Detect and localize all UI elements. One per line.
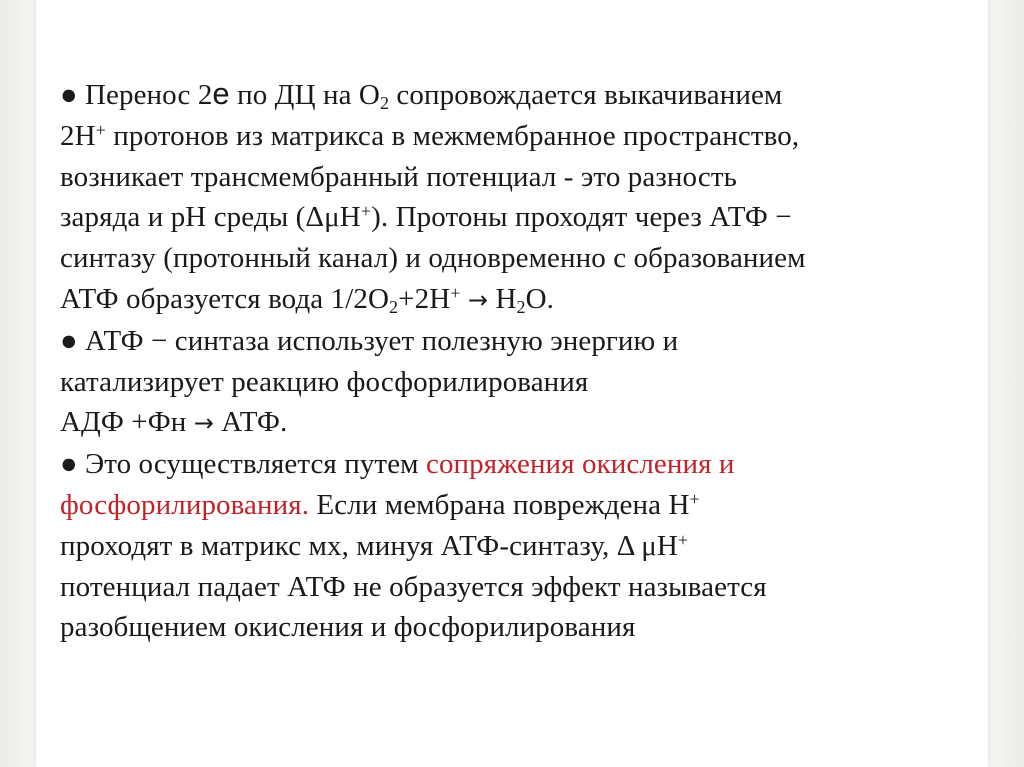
superscript: + <box>677 529 689 550</box>
text-line-l13 <box>60 567 960 608</box>
text-fragment: заряда и рН среды (ΔμН <box>60 201 361 234</box>
slide-text-body <box>60 74 960 648</box>
text-fragment: катализирует реакцию фосфорилирования <box>60 365 589 398</box>
arrow-symbol: → <box>193 409 214 438</box>
text-fragment: потенциал падает АТФ не образуется эффект называется <box>60 570 767 603</box>
text-fragment: синтазу (протонный канал) и одновременно с образованием <box>60 242 806 275</box>
text-fragment: О. <box>525 282 555 315</box>
text-line-l5 <box>60 238 960 279</box>
text-line-l1 <box>60 74 960 116</box>
text-line-l14 <box>60 607 960 648</box>
text-fragment: сопровождается выкачиванием <box>389 79 783 111</box>
text-fragment: АДФ +Фн <box>60 406 194 439</box>
text-fragment: по ДЦ на О <box>229 79 380 111</box>
text-fragment <box>461 283 468 315</box>
text-fragment: ). Протоны проходят через АТФ − <box>371 201 792 234</box>
highlighted-text: фосфорилирования. <box>60 488 310 521</box>
text-line-l12 <box>60 526 960 567</box>
text-fragment: АТФ. <box>213 406 288 439</box>
superscript: + <box>360 201 372 222</box>
text-line-l10 <box>60 444 960 485</box>
text-fragment: Если мембрана повреждена Н <box>309 488 690 521</box>
highlighted-text: сопряжения окисления и <box>425 448 735 481</box>
text-line-l9 <box>60 402 960 444</box>
text-fragment: проходят в матрикс мх, минуя АТФ-синтазу, Δ μН <box>60 529 678 562</box>
subscript: 2 <box>516 296 526 317</box>
text-line-l6 <box>60 279 960 321</box>
text-line-l7 <box>60 321 960 362</box>
text-fragment: возникает трансмембранный потенциал - это разность <box>60 160 737 193</box>
text-line-l3 <box>60 157 960 198</box>
text-fragment: разобщением окисления и фосфорилирования <box>60 611 636 644</box>
superscript: + <box>450 282 461 303</box>
text-fragment: 2Н <box>60 119 96 152</box>
text-line-l8 <box>60 362 960 403</box>
superscript: + <box>689 488 700 509</box>
text-line-l4 <box>60 197 960 238</box>
text-fragment: е <box>212 76 230 111</box>
text-line-l11 <box>60 485 960 526</box>
text-line-l2 <box>60 116 960 157</box>
arrow-symbol: → <box>467 285 489 314</box>
superscript: + <box>95 119 106 140</box>
text-fragment: АТФ образуется вода 1/2О <box>60 282 390 315</box>
text-fragment: ● Это осуществляется путем <box>60 448 426 481</box>
subscript: 2 <box>379 93 390 113</box>
text-fragment: +2Н <box>398 282 451 315</box>
text-fragment: Н <box>488 282 517 315</box>
subscript: 2 <box>389 296 399 317</box>
text-fragment: ● АТФ − синтаза использует полезную энергию и <box>60 324 679 357</box>
text-fragment: ● Перенос 2 <box>60 79 213 111</box>
text-fragment: протонов из матрикса в межмембранное пространство, <box>105 119 800 152</box>
